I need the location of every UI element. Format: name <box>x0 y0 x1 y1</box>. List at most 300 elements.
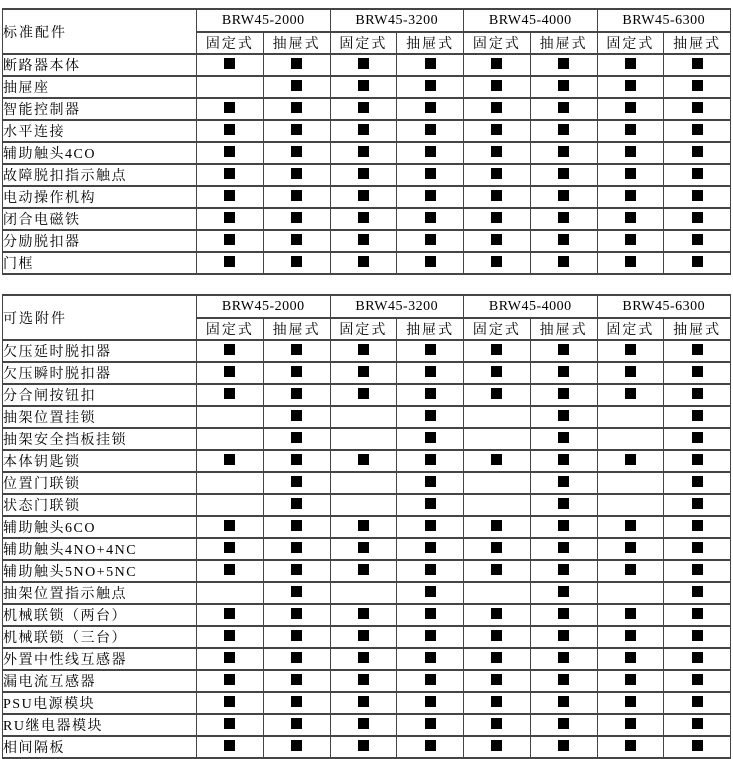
included-marker <box>358 674 369 685</box>
included-marker <box>692 234 703 245</box>
included-marker <box>558 630 569 641</box>
included-cell <box>263 648 330 670</box>
included-cell <box>597 604 664 626</box>
included-cell <box>263 340 330 362</box>
included-cell <box>397 208 464 230</box>
table-row <box>3 670 731 692</box>
empty-cell <box>464 428 531 450</box>
included-marker <box>224 234 235 245</box>
included-cell <box>464 362 531 384</box>
included-marker <box>692 740 703 751</box>
row-label: 辅助触头4NO+4NC <box>3 538 197 560</box>
included-marker <box>692 718 703 729</box>
included-marker <box>358 630 369 641</box>
included-marker <box>491 146 502 157</box>
included-marker <box>291 674 302 685</box>
included-cell <box>263 230 330 252</box>
included-cell <box>664 626 731 648</box>
table-row <box>3 538 731 560</box>
included-cell <box>464 208 531 230</box>
included-marker <box>692 674 703 685</box>
included-cell <box>263 516 330 538</box>
included-cell <box>664 560 731 582</box>
included-cell <box>530 76 597 98</box>
included-cell <box>597 76 664 98</box>
included-cell <box>664 494 731 516</box>
included-cell <box>330 604 397 626</box>
included-marker <box>491 168 502 179</box>
included-marker <box>558 168 569 179</box>
included-cell <box>664 538 731 560</box>
included-marker <box>625 102 636 113</box>
included-marker <box>358 608 369 619</box>
included-cell <box>597 626 664 648</box>
empty-cell <box>464 472 531 494</box>
included-marker <box>291 476 302 487</box>
optional-accessories-table <box>2 294 731 759</box>
included-marker <box>224 454 235 465</box>
included-marker <box>291 454 302 465</box>
table-row <box>3 98 731 120</box>
included-marker <box>625 652 636 663</box>
included-cell <box>197 736 264 758</box>
included-marker <box>692 344 703 355</box>
included-marker <box>625 190 636 201</box>
included-cell <box>397 362 464 384</box>
included-cell <box>197 626 264 648</box>
included-marker <box>291 58 302 69</box>
included-cell <box>263 582 330 604</box>
included-marker <box>558 586 569 597</box>
included-marker <box>692 212 703 223</box>
included-marker <box>491 630 502 641</box>
included-cell <box>330 450 397 472</box>
included-marker <box>491 366 502 377</box>
mount-type-header: 抽屉式 <box>263 318 330 340</box>
included-cell <box>330 340 397 362</box>
included-cell <box>263 692 330 714</box>
included-cell <box>530 230 597 252</box>
included-cell <box>597 736 664 758</box>
included-marker <box>692 630 703 641</box>
row-label: 欠压瞬时脱扣器 <box>3 362 197 384</box>
row-label: 水平连接 <box>3 120 197 142</box>
included-marker <box>291 718 302 729</box>
included-cell <box>397 428 464 450</box>
included-cell <box>330 516 397 538</box>
included-cell <box>263 406 330 428</box>
included-cell <box>597 142 664 164</box>
included-cell <box>530 428 597 450</box>
included-marker <box>224 256 235 267</box>
included-cell <box>197 604 264 626</box>
included-marker <box>291 146 302 157</box>
included-cell <box>530 98 597 120</box>
included-marker <box>425 410 436 421</box>
included-cell <box>330 186 397 208</box>
included-cell <box>664 648 731 670</box>
included-cell <box>263 428 330 450</box>
mount-type-header: 固定式 <box>597 32 664 54</box>
included-marker <box>558 608 569 619</box>
included-cell <box>397 538 464 560</box>
table-row <box>3 76 731 98</box>
included-cell <box>664 384 731 406</box>
included-marker <box>425 476 436 487</box>
included-cell <box>263 384 330 406</box>
included-cell <box>330 208 397 230</box>
table-row <box>3 736 731 758</box>
included-marker <box>358 388 369 399</box>
included-cell <box>530 604 597 626</box>
included-marker <box>625 608 636 619</box>
included-cell <box>597 120 664 142</box>
included-marker <box>692 476 703 487</box>
included-cell <box>263 626 330 648</box>
included-cell <box>397 186 464 208</box>
included-marker <box>291 388 302 399</box>
included-cell <box>397 714 464 736</box>
included-cell <box>197 648 264 670</box>
included-cell <box>464 186 531 208</box>
table-row <box>3 428 731 450</box>
included-cell <box>597 692 664 714</box>
included-cell <box>197 516 264 538</box>
included-cell <box>263 142 330 164</box>
included-marker <box>291 344 302 355</box>
included-cell <box>597 362 664 384</box>
row-label: 抽架安全挡板挂锁 <box>3 428 197 450</box>
table-row <box>3 472 731 494</box>
included-cell <box>597 384 664 406</box>
included-cell <box>464 736 531 758</box>
included-marker <box>425 190 436 201</box>
empty-cell <box>330 428 397 450</box>
included-cell <box>464 626 531 648</box>
included-marker <box>625 212 636 223</box>
included-marker <box>558 366 569 377</box>
included-marker <box>692 542 703 553</box>
included-cell <box>464 450 531 472</box>
included-cell <box>664 98 731 120</box>
included-cell <box>197 538 264 560</box>
included-cell <box>664 208 731 230</box>
table-row <box>3 714 731 736</box>
included-marker <box>291 102 302 113</box>
row-label: 辅助触头6CO <box>3 516 197 538</box>
included-cell <box>664 120 731 142</box>
included-cell <box>464 142 531 164</box>
table-row <box>3 648 731 670</box>
included-marker <box>358 124 369 135</box>
included-marker <box>625 454 636 465</box>
included-cell <box>597 340 664 362</box>
model-header: BRW45-2000 <box>197 295 331 318</box>
empty-cell <box>597 582 664 604</box>
mount-type-header: 固定式 <box>464 32 531 54</box>
included-cell <box>597 164 664 186</box>
included-marker <box>558 454 569 465</box>
model-header: BRW45-6300 <box>597 295 731 318</box>
included-cell <box>597 54 664 76</box>
included-cell <box>263 450 330 472</box>
included-marker <box>224 630 235 641</box>
included-cell <box>330 670 397 692</box>
included-cell <box>397 692 464 714</box>
included-marker <box>558 410 569 421</box>
empty-cell <box>197 472 264 494</box>
included-cell <box>263 54 330 76</box>
table-row <box>3 208 731 230</box>
included-cell <box>664 472 731 494</box>
included-marker <box>491 234 502 245</box>
included-marker <box>625 674 636 685</box>
included-cell <box>397 54 464 76</box>
included-marker <box>291 432 302 443</box>
included-marker <box>224 124 235 135</box>
empty-cell <box>597 406 664 428</box>
included-marker <box>291 168 302 179</box>
included-marker <box>692 190 703 201</box>
table-row <box>3 406 731 428</box>
included-marker <box>558 476 569 487</box>
included-cell <box>397 494 464 516</box>
included-marker <box>425 542 436 553</box>
included-cell <box>464 648 531 670</box>
included-cell <box>397 76 464 98</box>
empty-cell <box>330 494 397 516</box>
mount-type-header: 固定式 <box>197 318 264 340</box>
included-cell <box>263 208 330 230</box>
included-marker <box>558 696 569 707</box>
included-cell <box>597 670 664 692</box>
included-cell <box>664 516 731 538</box>
included-marker <box>358 256 369 267</box>
included-cell <box>664 186 731 208</box>
included-marker <box>491 256 502 267</box>
included-marker <box>291 366 302 377</box>
included-marker <box>291 564 302 575</box>
included-marker <box>358 190 369 201</box>
table-row <box>3 252 731 274</box>
included-marker <box>625 740 636 751</box>
included-marker <box>425 212 436 223</box>
included-marker <box>491 740 502 751</box>
row-label: 本体钥匙锁 <box>3 450 197 472</box>
included-marker <box>291 410 302 421</box>
included-cell <box>530 714 597 736</box>
included-cell <box>330 648 397 670</box>
included-marker <box>625 124 636 135</box>
included-cell <box>530 472 597 494</box>
row-label: 智能控制器 <box>3 98 197 120</box>
model-header: BRW45-4000 <box>464 295 598 318</box>
table-title: 标准配件 <box>3 9 197 54</box>
included-marker <box>358 80 369 91</box>
row-label: 电动操作机构 <box>3 186 197 208</box>
included-marker <box>425 586 436 597</box>
included-cell <box>530 736 597 758</box>
included-marker <box>692 124 703 135</box>
included-marker <box>425 102 436 113</box>
included-marker <box>425 454 436 465</box>
included-cell <box>464 538 531 560</box>
included-cell <box>263 252 330 274</box>
row-label: 闭合电磁铁 <box>3 208 197 230</box>
included-marker <box>224 564 235 575</box>
included-cell <box>197 384 264 406</box>
included-marker <box>558 740 569 751</box>
included-marker <box>425 718 436 729</box>
included-cell <box>464 560 531 582</box>
included-marker <box>625 168 636 179</box>
included-marker <box>558 102 569 113</box>
table-row <box>3 362 731 384</box>
included-cell <box>664 76 731 98</box>
included-cell <box>664 450 731 472</box>
included-marker <box>558 256 569 267</box>
included-cell <box>464 670 531 692</box>
included-cell <box>263 186 330 208</box>
included-cell <box>597 186 664 208</box>
included-cell <box>530 648 597 670</box>
table-row <box>3 560 731 582</box>
model-header: BRW45-6300 <box>597 9 731 32</box>
included-cell <box>330 384 397 406</box>
included-cell <box>464 692 531 714</box>
row-label: 门框 <box>3 252 197 274</box>
row-label: 抽架位置指示触点 <box>3 582 197 604</box>
included-cell <box>464 164 531 186</box>
row-label: 辅助触头4CO <box>3 142 197 164</box>
included-marker <box>692 58 703 69</box>
included-cell <box>397 164 464 186</box>
included-marker <box>491 520 502 531</box>
included-marker <box>491 190 502 201</box>
included-cell <box>397 560 464 582</box>
included-marker <box>291 696 302 707</box>
included-cell <box>530 538 597 560</box>
included-marker <box>558 58 569 69</box>
included-marker <box>425 674 436 685</box>
included-marker <box>425 168 436 179</box>
included-marker <box>425 498 436 509</box>
included-marker <box>692 454 703 465</box>
model-header: BRW45-3200 <box>330 9 464 32</box>
mount-type-header: 抽屉式 <box>397 32 464 54</box>
row-label: 辅助触头5NO+5NC <box>3 560 197 582</box>
included-cell <box>664 362 731 384</box>
included-cell <box>530 516 597 538</box>
included-marker <box>491 608 502 619</box>
included-cell <box>330 252 397 274</box>
included-cell <box>330 54 397 76</box>
included-marker <box>224 542 235 553</box>
included-marker <box>425 696 436 707</box>
mount-type-header: 固定式 <box>597 318 664 340</box>
table-row <box>3 516 731 538</box>
mount-type-header: 抽屉式 <box>530 318 597 340</box>
included-marker <box>224 718 235 729</box>
included-cell <box>530 120 597 142</box>
included-marker <box>692 146 703 157</box>
model-header: BRW45-2000 <box>197 9 331 32</box>
included-cell <box>397 648 464 670</box>
included-cell <box>530 626 597 648</box>
included-cell <box>330 98 397 120</box>
included-cell <box>397 736 464 758</box>
included-cell <box>664 142 731 164</box>
included-marker <box>425 740 436 751</box>
included-cell <box>597 560 664 582</box>
row-label: 机械联锁（两台） <box>3 604 197 626</box>
included-cell <box>664 428 731 450</box>
included-cell <box>330 230 397 252</box>
table-row <box>3 142 731 164</box>
included-marker <box>491 674 502 685</box>
included-cell <box>397 98 464 120</box>
included-cell <box>530 252 597 274</box>
included-marker <box>491 564 502 575</box>
included-marker <box>558 80 569 91</box>
included-cell <box>397 604 464 626</box>
row-label: 位置门联锁 <box>3 472 197 494</box>
included-marker <box>425 344 436 355</box>
row-label: 相间隔板 <box>3 736 197 758</box>
included-cell <box>464 98 531 120</box>
included-marker <box>358 740 369 751</box>
included-marker <box>558 520 569 531</box>
included-marker <box>692 564 703 575</box>
included-cell <box>397 582 464 604</box>
model-header: BRW45-4000 <box>464 9 598 32</box>
included-marker <box>425 652 436 663</box>
mount-type-header: 抽屉式 <box>397 318 464 340</box>
included-marker <box>224 608 235 619</box>
mount-type-header: 抽屉式 <box>664 318 731 340</box>
included-marker <box>358 58 369 69</box>
included-cell <box>664 582 731 604</box>
included-marker <box>692 498 703 509</box>
included-marker <box>491 542 502 553</box>
included-marker <box>358 234 369 245</box>
included-marker <box>425 366 436 377</box>
included-cell <box>530 340 597 362</box>
included-marker <box>358 168 369 179</box>
included-cell <box>597 98 664 120</box>
row-label: 抽架位置挂锁 <box>3 406 197 428</box>
row-label: 状态门联锁 <box>3 494 197 516</box>
included-cell <box>330 142 397 164</box>
standard-accessories-table <box>2 8 731 275</box>
included-cell <box>197 164 264 186</box>
included-cell <box>530 560 597 582</box>
empty-cell <box>330 406 397 428</box>
included-marker <box>491 652 502 663</box>
table-row <box>3 230 731 252</box>
included-marker <box>358 454 369 465</box>
included-cell <box>263 164 330 186</box>
mount-type-header: 固定式 <box>330 32 397 54</box>
mount-type-header: 固定式 <box>464 318 531 340</box>
included-cell <box>330 560 397 582</box>
included-cell <box>464 604 531 626</box>
included-marker <box>425 256 436 267</box>
included-marker <box>692 388 703 399</box>
included-cell <box>397 252 464 274</box>
included-cell <box>263 98 330 120</box>
included-cell <box>330 362 397 384</box>
